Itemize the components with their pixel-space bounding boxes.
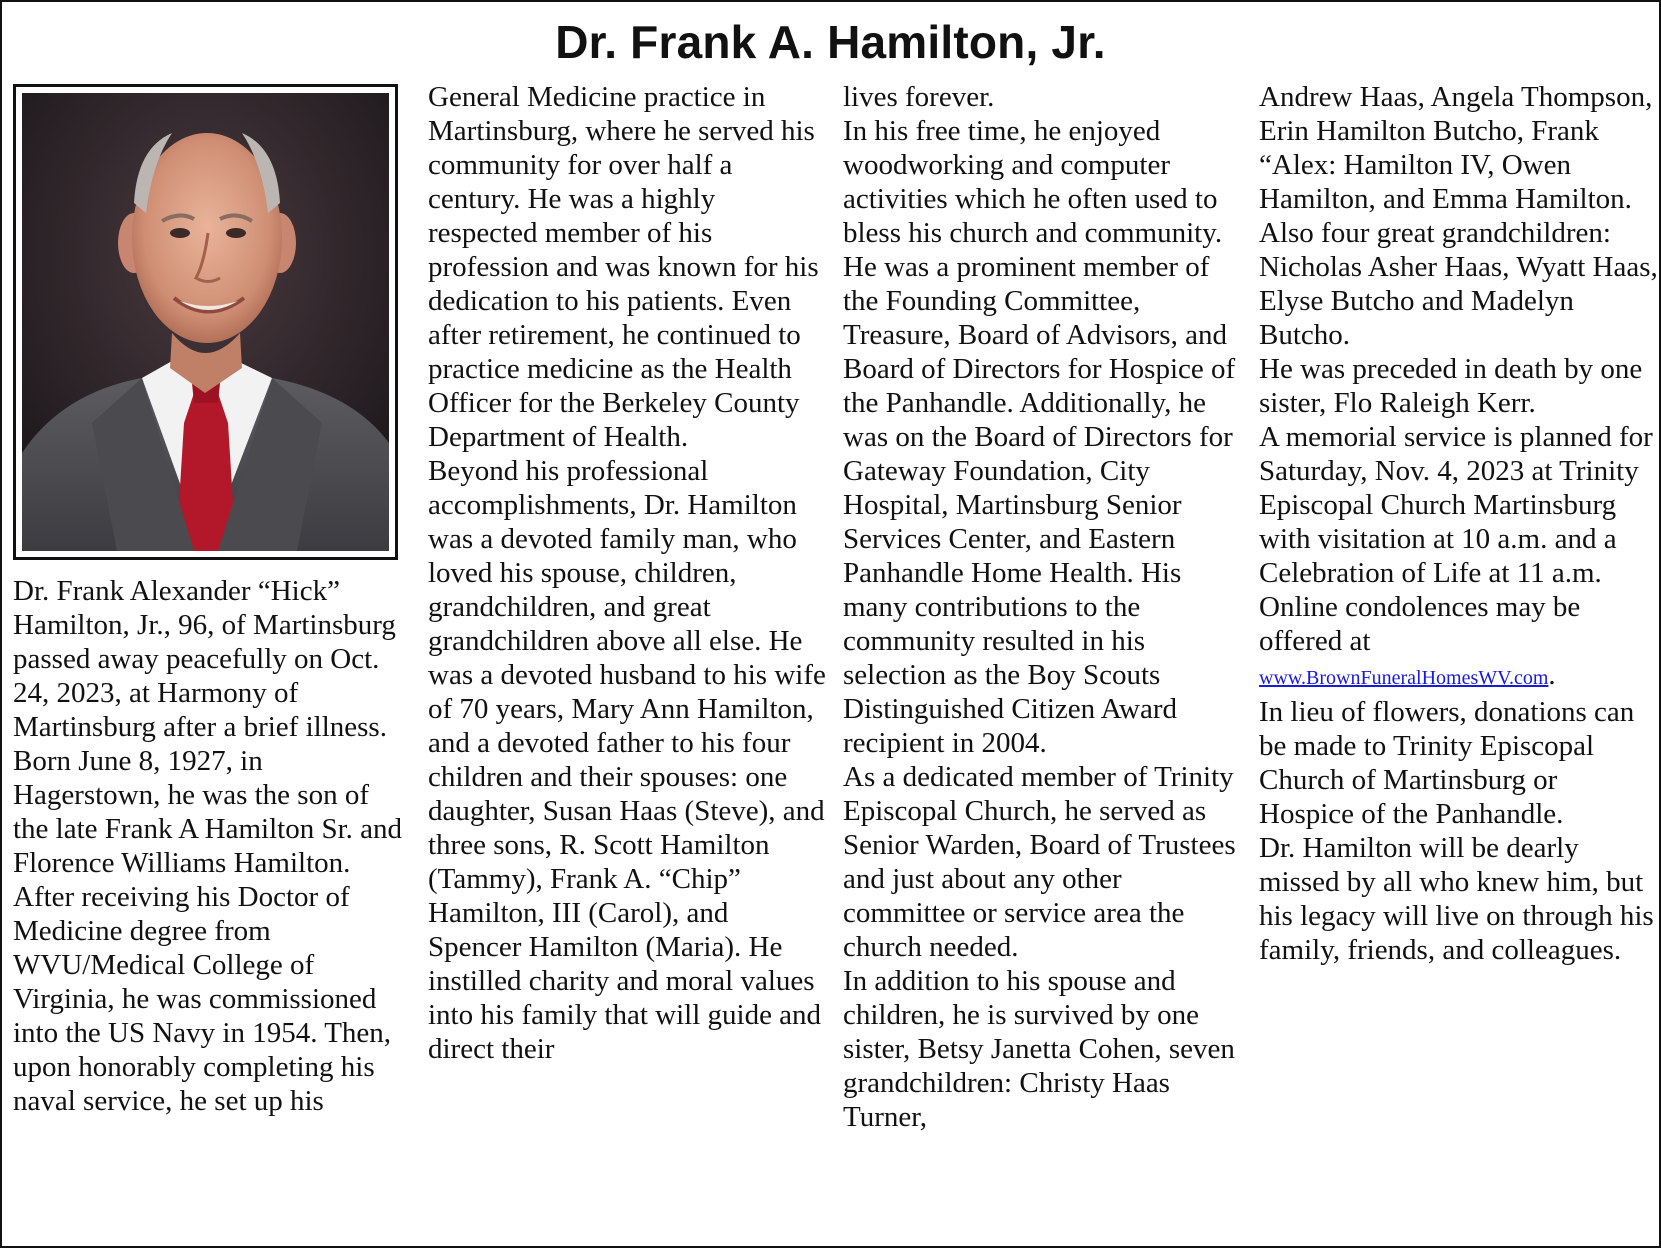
paragraph: In lieu of flowers, donations can be made to Trinity Episcopal Church of Martinsburg or Hospice of the Panhandle. [1259,696,1635,830]
paragraph: Dr. Hamilton will be dearly missed by all who knew him, but his legacy will live on through his family, friends, and colleagues. [1259,832,1654,966]
paragraph: Andrew Haas, Angela Thompson, Erin Hamilton Butcho, Frank “Alex: Hamilton IV, Owen Hamilton, and Emma Hamilton. Also four great grandchildren: Nicholas Asher Haas, Wyatt Haas, Elyse Butcho and Madelyn Butcho. [1259,81,1658,351]
obituary-title: Dr. Frank A. Hamilton, Jr. [555,16,1106,68]
paragraph: In addition to his spouse and children, he is survived by one sister, Betsy Janetta Cohen, seven grandchildren: Christy Haas Turner, [843,965,1235,1133]
paragraph: As a dedicated member of Trinity Episcopal Church, he served as Senior Warden, Board of Trustees and just about any other committee or service area the church needed. [843,761,1236,963]
paragraph: He was preceded in death by one sister, Flo Raleigh Kerr. [1259,353,1643,419]
condolences-text: Online condolences may be offered at [1259,591,1581,657]
funeral-home-link[interactable]: www.BrownFuneralHomesWV.com [1259,667,1549,689]
portrait-photo [13,84,398,560]
paragraph: In his free time, he enjoyed woodworking and computer activities which he often used to bless his church and community. He was a prominent member of the Founding Committee, Treasure, Board of Advisors, and Board of Directors for Hospice of the Panhandle. Additionally, he was on the Board of Directors for Gateway Foundation, City Hospital, Martinsburg Senior Services Center, and Eastern Panhandle Home Health. His many contributions to the community resulted in his selection as the Boy Scouts Distinguished Citizen Award recipient in 2004. [843,115,1236,759]
column-2 [428,80,828,1066]
paragraph: lives forever. [843,81,995,113]
paragraph: Dr. Frank Alexander “Hick” Hamilton, Jr., 96, of Martinsburg passed away peacefully on Oct. 24, 2023, at Harmony of Martinsburg after a brief illness. [13,575,396,743]
paragraph: Born June 8, 1927, in Hagerstown, he was the son of the late Frank A Hamilton Sr. and Florence Williams Hamilton. [13,745,403,879]
paragraph: General Medicine practice in Martinsburg, where he served his community for over half a century. He was a highly respected member of his profession and was known for his dedication to his patients. Even after retirement, he continued to practice medicine as the Health Officer for the Berkeley County Department of Health. [428,81,819,453]
column-1 [13,574,408,1118]
paragraph: Beyond his professional accomplishments, Dr. Hamilton was a devoted family man, who loved his spouse, children, grandchildren, and great grandchildren above all else. He was a devoted husband to his wife of 70 years, Mary Ann Hamilton, and a devoted father to his four children and their spouses: one daughter, Susan Haas (Steve), and three sons, R. Scott Hamilton (Tammy), Frank A. “Chip” Hamilton, III (Carol), and Spencer Hamilton (Maria). He instilled charity and moral values into his family that will guide and direct their [428,455,826,1065]
column-3 [843,80,1243,1134]
column-4 [1259,80,1659,967]
paragraph: After receiving his Doctor of Medicine degree from WVU/Medical College of Virginia, he was commissioned into the US Navy in 1954. Then, upon honorably completing his naval service, he set up his [13,881,392,1117]
paragraph: A memorial service is planned for Saturday, Nov. 4, 2023 at Trinity Episcopal Church Martinsburg with visitation at 10 a.m. and a Celebration of Life at 11 a.m. [1259,421,1653,589]
portrait-photo-icon [22,93,389,551]
link-period: . [1548,659,1556,691]
paragraph-condolences [1259,590,1659,695]
